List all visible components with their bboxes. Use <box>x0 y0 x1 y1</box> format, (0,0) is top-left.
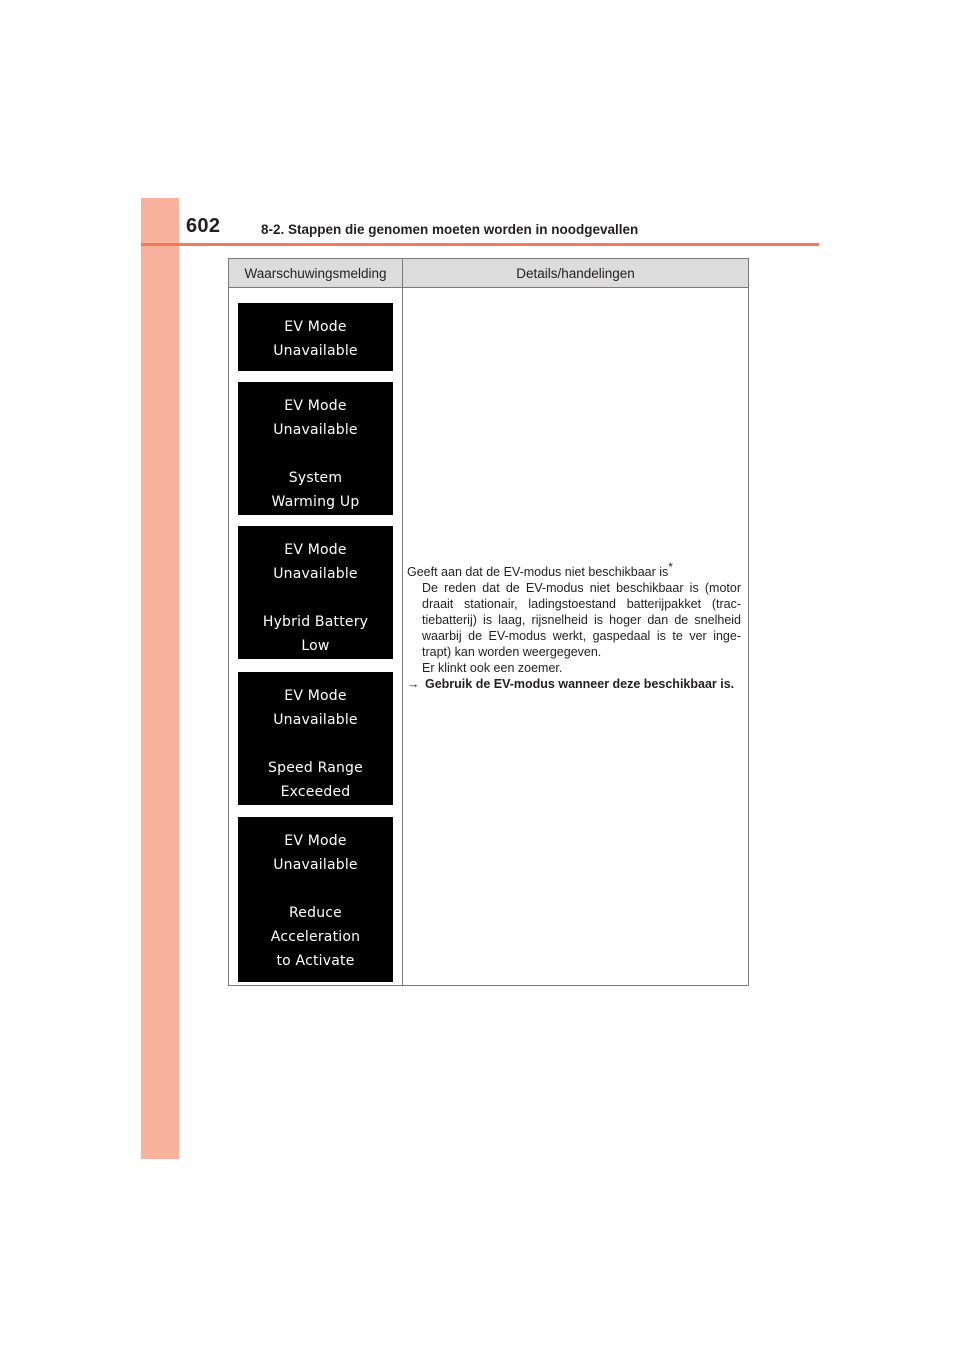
footnote-asterisk: * <box>668 559 673 574</box>
details-buzzer: Er klinkt ook een zoemer. <box>422 661 563 675</box>
display-ev-mode-unavailable <box>238 303 393 371</box>
display-line: Reduce <box>289 905 342 921</box>
chapter-side-tab <box>141 198 179 1159</box>
display-line: Warming Up <box>271 494 360 510</box>
display-line: Hybrid Battery <box>262 614 369 630</box>
arrow-right-icon: → <box>407 677 420 691</box>
display-line: System <box>288 470 343 486</box>
display-line: EV Mode <box>284 319 347 335</box>
page-number: 602 <box>186 215 221 237</box>
display-line: Unavailable <box>273 566 358 582</box>
warning-table <box>228 258 749 986</box>
display-line: Unavailable <box>273 712 358 728</box>
display-hybrid-battery-low <box>238 526 393 659</box>
display-line: EV Mode <box>284 542 347 558</box>
column-divider <box>402 288 403 985</box>
display-line: EV Mode <box>284 398 347 414</box>
display-reduce-acceleration <box>238 817 393 982</box>
display-line: EV Mode <box>284 688 347 704</box>
display-system-warming-up <box>238 382 393 515</box>
details-reason: De reden dat de EV-modus niet beschikbaar is (motor draait stationair, ladingstoestand batterijpakket (trac-tiebatterij) is laag, rijsnelheid is hoger dan de snelheid waarbij de EV-modus werkt, gaspedaal is te ver inge-trapt) kan worden weergegeven. <box>422 581 741 659</box>
column-header-details: Details/handelingen <box>403 259 748 288</box>
display-speed-range-exceeded <box>238 672 393 805</box>
display-line: Unavailable <box>273 422 358 438</box>
display-line: Exceeded <box>280 784 351 800</box>
display-line: to Activate <box>276 953 355 969</box>
display-line: Unavailable <box>273 343 358 359</box>
display-line: EV Mode <box>284 833 347 849</box>
details-intro: Geeft aan dat de EV-modus niet beschikbaar is* <box>407 559 673 579</box>
display-line: Low <box>301 638 330 654</box>
display-line: Speed Range <box>268 760 363 776</box>
details-action-line <box>407 676 741 692</box>
details-cell <box>407 559 741 692</box>
column-header-warning: Waarschuwingsmelding <box>229 259 403 288</box>
display-line: Acceleration <box>270 929 361 945</box>
display-line: Unavailable <box>273 857 358 873</box>
details-action: Gebruik de EV-modus wanneer deze beschikbaar is. <box>425 677 735 691</box>
section-title: 8-2. Stappen die genomen moeten worden in noodgevallen <box>261 222 639 237</box>
header-rule <box>141 243 819 246</box>
